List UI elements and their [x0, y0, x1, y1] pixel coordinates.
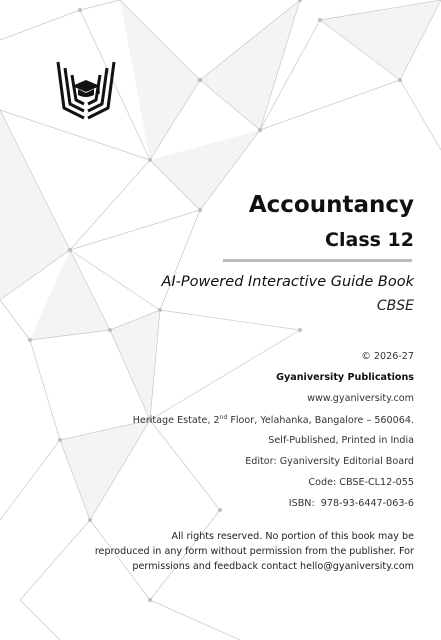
- subtitle: AI-Powered Interactive Guide Book: [161, 274, 414, 290]
- book-title: Accountancy: [248, 192, 414, 218]
- publisher-name: Gyaniversity Publications: [276, 372, 414, 383]
- rights-line-2: reproduced in any form without permission from the publisher. For: [94, 545, 414, 557]
- book-code: Code: CBSE-CL12-055: [308, 477, 414, 488]
- board-label: CBSE: [376, 298, 414, 314]
- class-label: Class 12: [325, 229, 414, 251]
- open-book-graduation-cap-icon: [50, 58, 122, 124]
- copyright: © 2026-27: [361, 351, 414, 362]
- rights-notice: [95, 530, 414, 574]
- publishing-info: Self-Published, Printed in India: [268, 435, 414, 446]
- address-start: Heritage Estate, 2: [132, 415, 220, 427]
- address-superscript: nd: [219, 414, 228, 421]
- rights-line-3: permissions and feedback contact hello@gyaniversity.com: [132, 560, 414, 572]
- editor: Editor: Gyaniversity Editorial Board: [245, 456, 414, 467]
- isbn: ISBN: 978-93-6447-063-6: [288, 498, 414, 509]
- website: www.gyaniversity.com: [307, 393, 414, 404]
- address: [133, 414, 414, 426]
- rights-line-1: All rights reserved. No portion of this book may be: [171, 531, 414, 542]
- address-end: Floor, Yelahanka, Bangalore – 560064.: [227, 415, 414, 427]
- divider: [223, 259, 412, 262]
